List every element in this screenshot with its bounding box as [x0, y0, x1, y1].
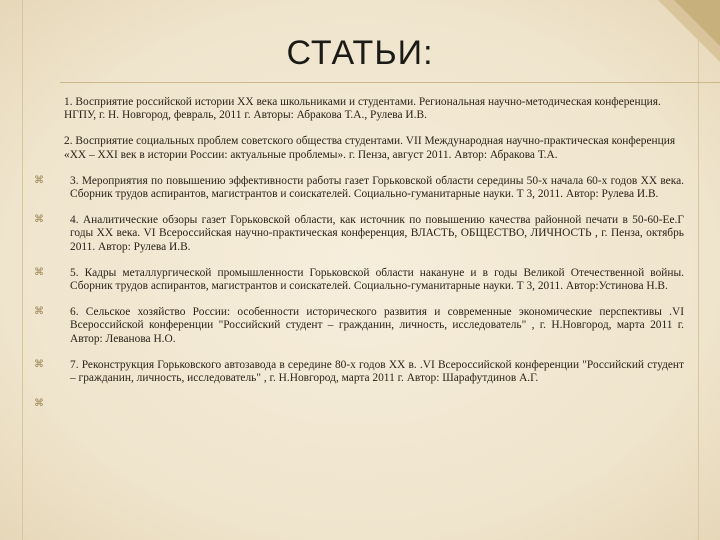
- ornamental-bullet-icon: ⌘: [34, 174, 44, 186]
- list-item: [34, 306, 684, 346]
- list-item-text: 3. Мероприятия по повышению эффективности работы газет Горьковской области середины 50-х начала 60-х годов XX века. Сборник трудов аспирантов, магистрантов и соискателей. Социально-гуманитарные науки. Т 3, 2011. Автор: Рулева И.В.: [70, 174, 684, 201]
- ornamental-bullet-icon: ⌘: [34, 306, 44, 318]
- left-border-line: [22, 0, 23, 540]
- ornamental-bullet-icon: ⌘: [34, 358, 44, 370]
- slide-title: СТАТЬИ:: [286, 34, 434, 72]
- list-item: [44, 135, 684, 161]
- list-item-text: 1. Восприятие российской истории XX века школьниками и студентами. Региональная научно-методическая конференция. НГПУ, г. Н. Новгород, февраль, 2011 г. Авторы: Абракова Т.А., Рулева И.В.: [64, 96, 661, 122]
- list-item: [34, 214, 684, 254]
- list-item: [44, 96, 684, 122]
- list-item-text: 5. Кадры металлургической промышленности Горьковской области накануне и в годы Великой Отечественной войны. Сборник трудов аспирантов, магистрантов и соискателей. Социально-гуманитарные науки. Т 3, 2011. Автор:Устинова Н.В.: [70, 266, 684, 293]
- title-divider: [60, 82, 720, 83]
- list-item-text: 7. Реконструкция Горьковского автозавода в середине 80-х годов XX в. .VI Всероссийской конференции "Российский студент – гражданин, личность, исследователь" , г. Н.Новгород, марта 2011 г. Автор: Шарафутдинов А.Г.: [70, 358, 684, 385]
- list-item: [34, 398, 684, 412]
- article-list: [34, 96, 684, 425]
- ornamental-bullet-icon: ⌘: [34, 214, 44, 226]
- ornamental-bullet-icon: ⌘: [34, 266, 44, 278]
- ornamental-bullet-icon: ⌘: [34, 398, 44, 410]
- list-item-text: 2. Восприятие социальных проблем советского общества студентами. VII Международная научно-практическая конференция «XX – XXI век в истории России: актуальные проблемы». г. Пенза, август 2011. Автор: Абракова Т.А.: [64, 135, 676, 161]
- list-item-text: 6. Сельское хозяйство России: особенности исторического развития и современные экономические перспективы .VI Всероссийской конференции "Российский студент – гражданин, личность, исследователь" , г. Н.Новгород, марта 2011 г. Автор: Леванова Н.О.: [70, 306, 684, 345]
- list-item: [34, 174, 684, 201]
- list-item: [34, 266, 684, 293]
- right-border-line: [698, 0, 699, 540]
- list-item-text: 4. Аналитические обзоры газет Горьковской области, как источник по повышению качества районной печати в 50-60-Ее.Г годы XX века. VI Всероссийская научно-практическая конференция, ВЛАСТЬ, ОБЩЕСТВО, ЛИЧНОСТЬ , г. Пенза, октябрь 2011. Автор: Рулева И.В.: [70, 214, 684, 253]
- list-item: [34, 358, 684, 385]
